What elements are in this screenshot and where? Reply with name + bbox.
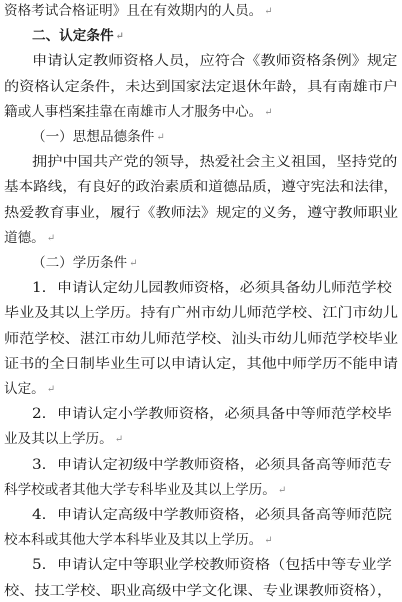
text-line (4, 529, 398, 551)
paragraph-mark-icon: ↵ (264, 535, 273, 547)
text-line (4, 76, 398, 98)
line-text: 师范学校、湛江市幼儿师范学校、汕头市幼儿师范学校毕业 (4, 330, 398, 347)
section-heading (32, 25, 398, 47)
line-text: 校、技工学校、职业高级中学文化课、专业课教师资格）， (4, 582, 393, 599)
line-text: （一）思想品德条件 (32, 129, 155, 145)
paragraph-mark-icon: ↵ (46, 232, 56, 244)
line-text: 基本路线，有良好的政治素质和道德品质，遵守宪法和法律， (4, 179, 398, 196)
paragraph-mark-icon: ↵ (264, 6, 273, 17)
paragraph-mark-icon: ↵ (277, 484, 287, 496)
text-line (4, 302, 398, 324)
line-text: 校本科或其他大学本科毕业及其以上学历。 (4, 532, 263, 549)
line-text: （二）学历条件 (32, 255, 128, 271)
line-text: 热爱教育事业，履行《教师法》规定的义务，遵守教师职业 (4, 204, 398, 221)
paragraph-mark-icon: ↵ (115, 31, 124, 43)
line-text: 1．申请认定幼儿园教师资格，必须具备幼儿师范学校 (32, 280, 392, 297)
line-text: 申请认定教师资格人员，应符合《教师资格条例》规定 (32, 53, 398, 70)
line-text: 道德。 (4, 229, 45, 246)
line-text: 2．申请认定小学教师资格，必须具备中等师范学校毕 (32, 406, 392, 423)
text-line (4, 479, 398, 501)
line-text: 科学校或者其他大学专科毕业及其以上学历。 (4, 481, 276, 498)
paragraph-mark-icon: ↵ (156, 132, 165, 143)
text-line (32, 277, 398, 299)
text-line (32, 50, 398, 72)
text-line (4, 378, 398, 400)
text-line (32, 126, 398, 148)
text-line (32, 151, 398, 173)
line-text: 业及其以上学历。 (4, 431, 113, 448)
text-line (32, 504, 398, 526)
text-line (4, 202, 398, 224)
paragraph-mark-icon: ↵ (264, 106, 273, 118)
line-text: 拥护中国共产党的领导，热爱社会主义祖国，坚持党的 (32, 154, 398, 171)
paragraph-mark-icon: ↵ (114, 434, 124, 446)
line-text: 的资格认定条件，未达到国家法定退休年龄，具有南雄市户 (4, 78, 398, 95)
text-line (4, 428, 398, 450)
paragraph-mark-icon: ↵ (46, 384, 56, 395)
line-text: 资格考试合格证明》且在有效期内的人员。 (4, 3, 263, 19)
text-line (4, 0, 398, 22)
line-text: 3．申请认定初级中学教师资格，必须具备高等师范专 (32, 456, 392, 473)
text-line (4, 101, 398, 123)
text-line (4, 580, 398, 602)
line-text: 5．申请认定中等职业学校教师资格（包括中等专业学 (32, 557, 392, 574)
line-text: 二、认定条件 (32, 28, 114, 45)
line-text: 证书的全日制毕业生可以申请认定，其他中师学历不能申请 (4, 355, 398, 372)
text-line (32, 554, 398, 576)
text-line (32, 252, 398, 274)
text-line (4, 227, 398, 249)
text-line (4, 328, 398, 350)
line-text: 毕业及其以上学历。持有广州市幼儿师范学校、江门市幼儿 (4, 305, 398, 322)
text-line (32, 403, 398, 425)
text-line (4, 176, 398, 198)
line-text: 4．申请认定高级中学教师资格，必须具备高等师范院 (32, 507, 392, 523)
text-line (32, 454, 398, 476)
paragraph-mark-icon: ↵ (129, 258, 138, 269)
line-text: 认定。 (4, 381, 45, 397)
line-text: 籍或人事档案挂靠在南雄市人才服务中心。 (4, 103, 263, 120)
text-line (4, 353, 398, 375)
